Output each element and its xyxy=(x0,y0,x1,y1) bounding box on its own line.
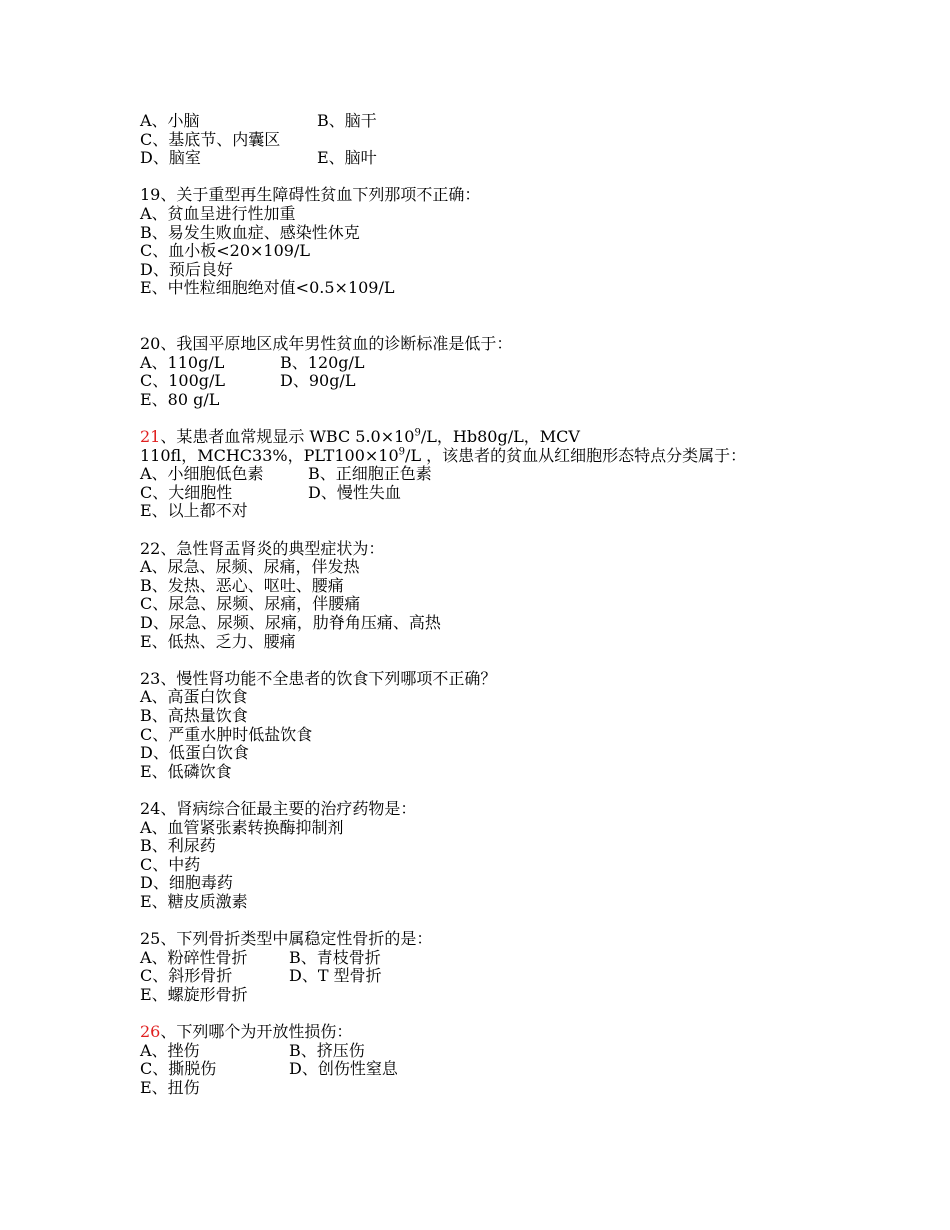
q21-exponent1: 9 xyxy=(414,427,421,439)
q20-options-row1 xyxy=(140,354,900,373)
q20-stem: 20、我国平原地区成年男性贫血的诊断标准是低于： xyxy=(140,334,513,354)
q25-option-c: C、斜形骨折 xyxy=(140,966,233,986)
q24-option-d: D、细胞毒药 xyxy=(140,873,233,893)
q18-options-row1 xyxy=(140,112,900,131)
q22-option-b: B、发热、恶心、呕吐、腰痛 xyxy=(140,575,344,595)
q23-option-d: D、低蛋白饮食 xyxy=(140,743,249,763)
q18-option-a: A、小脑 xyxy=(140,111,200,130)
q21-stem-part2: /L，Hb80g/L，MCV xyxy=(420,427,580,447)
q23-option-e: E、低磷饮食 xyxy=(140,761,232,781)
q21-option-d: D、慢性失血 xyxy=(308,482,401,502)
q18-options-row3 xyxy=(140,149,900,168)
q23-option-b: B、高热量饮食 xyxy=(140,706,248,725)
q23-stem: 23、慢性肾功能不全患者的饮食下列哪项不正确？ xyxy=(140,668,497,688)
q25-option-d: D、T 型骨折 xyxy=(289,966,382,986)
q26-stem: 、下列哪个为开放性损伤： xyxy=(160,1022,353,1042)
q21-options-row2 xyxy=(140,484,900,503)
q20-options-row2 xyxy=(140,372,900,391)
q25-option-a: A、粉碎性骨折 xyxy=(140,947,248,967)
q26-option-e: E、扭伤 xyxy=(140,1077,200,1097)
q25-options-row2 xyxy=(140,967,900,986)
q21-stem-line2 xyxy=(140,447,900,466)
q21-stem-part1: 、某患者血常规显示 WBC 5.0×10 xyxy=(160,427,415,447)
q23-option-c: C、严重水肿时低盐饮食 xyxy=(140,724,313,744)
q20-option-c: C、100g/L xyxy=(140,371,226,391)
q19-stem: 19、关于重型再生障碍性贫血下列那项不正确： xyxy=(140,185,481,205)
q21-option-b: B、正细胞正色素 xyxy=(308,464,432,484)
q26-option-c: C、撕脱伤 xyxy=(140,1059,217,1079)
q21-options-row1 xyxy=(140,465,900,484)
q21-line2-part2: /L ，该患者的贫血从红细胞形态特点分类属于： xyxy=(405,445,747,465)
q23-option-a: A、高蛋白饮食 xyxy=(140,687,248,707)
q22-option-e: E、低热、乏力、腰痛 xyxy=(140,631,296,651)
q21-number: 21 xyxy=(140,427,161,447)
q24-option-a: A、血管紧张素转换酶抑制剂 xyxy=(140,817,344,837)
q26-stem-line xyxy=(140,1023,900,1042)
q19-option-c: C、血小板<20×109/L xyxy=(140,241,310,261)
q21-exponent2: 9 xyxy=(398,446,406,458)
q26-option-b: B、挤压伤 xyxy=(289,1040,365,1060)
q22-option-d: D、尿急、尿频、尿痛，肋脊角压痛、高热 xyxy=(140,613,441,633)
q20-option-b: B、120g/L xyxy=(280,352,365,372)
q24-option-c: C、中药 xyxy=(140,854,201,874)
q26-option-d: D、创伤性窒息 xyxy=(289,1059,398,1079)
q19-option-d: D、预后良好 xyxy=(140,259,233,279)
q21-line2-part1: 110fl，MCHC33%，PLT100×10 xyxy=(140,445,399,465)
q25-options-row1 xyxy=(140,949,900,968)
q25-option-b: B、青枝骨折 xyxy=(289,947,381,967)
q26-option-a: A、挫伤 xyxy=(140,1040,200,1060)
q25-option-e: E、螺旋形骨折 xyxy=(140,984,248,1004)
q18-option-d: D、脑室 xyxy=(140,148,201,168)
q22-option-a: A、尿急、尿频、尿痛，伴发热 xyxy=(140,557,360,577)
q25-stem: 25、下列骨折类型中属稳定性骨折的是： xyxy=(140,929,433,949)
q19-option-e: E、中性粒细胞绝对值<0.5×109/L xyxy=(140,278,395,298)
q22-stem: 22、急性肾盂肾炎的典型症状为： xyxy=(140,538,385,558)
q18-option-c: C、基底节、内囊区 xyxy=(140,129,281,149)
q22-option-c: C、尿急、尿频、尿痛，伴腰痛 xyxy=(140,594,361,614)
q20-option-a: A、110g/L xyxy=(140,352,225,372)
q20-option-e: E、80 g/L xyxy=(140,389,220,409)
q26-options-row1 xyxy=(140,1042,900,1061)
q21-option-e: E、以上都不对 xyxy=(140,501,248,521)
q24-stem: 24、肾病综合征最主要的治疗药物是： xyxy=(140,798,417,818)
q26-number: 26 xyxy=(140,1022,161,1042)
q24-option-e: E、糖皮质激素 xyxy=(140,891,248,911)
q24-option-b: B、利尿药 xyxy=(140,836,216,856)
q19-option-b: B、易发生败血症、感染性休克 xyxy=(140,222,360,242)
q18-option-e: E、脑叶 xyxy=(317,148,377,168)
q21-stem-line1 xyxy=(140,428,900,447)
q18-option-b: B、脑干 xyxy=(317,111,377,130)
exam-page xyxy=(140,112,900,1097)
q26-options-row2 xyxy=(140,1060,900,1079)
q21-option-c: C、大细胞性 xyxy=(140,482,233,502)
q19-option-a: A、贫血呈进行性加重 xyxy=(140,203,296,223)
q21-option-a: A、小细胞低色素 xyxy=(140,464,264,484)
q20-option-d: D、90g/L xyxy=(280,371,356,391)
